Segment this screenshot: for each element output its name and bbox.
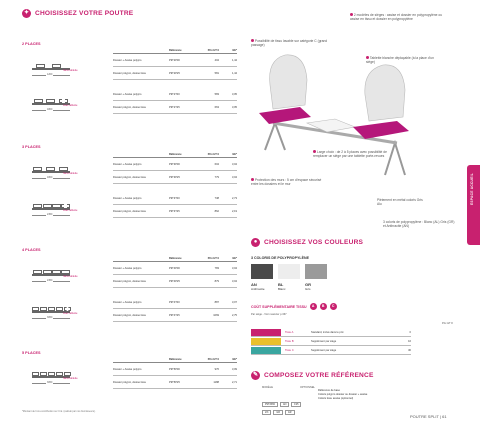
table-row: Tissu B Supplément par siège 16	[251, 337, 411, 346]
callout-choice: Large choix : de 2 à 5 places avec possibilité de remplacer un siège par une tablette porte-revues	[313, 150, 387, 158]
chair-icon: ✦	[23, 10, 30, 16]
table-3-places	[113, 151, 237, 218]
table-5-places	[113, 356, 237, 389]
table-row: Dossier polypro, Assise tissu P9T2P25 581 1,44	[113, 67, 237, 80]
table-row: Dossier polypro, Assise tissu P9T3T25 862 2,19	[113, 205, 237, 218]
bench-sketch: 3050	[22, 305, 72, 323]
bench-sketch: 1200	[22, 62, 72, 80]
table-header: Référence Prix HT € EE*	[113, 356, 237, 363]
fabric-cost-heading: COÛT SUPPLÉMENTAIRE TISSU A B C	[251, 303, 337, 310]
reference-title: COMPOSEZ VOTRE RÉFÉRENCE	[264, 372, 374, 379]
table-2-places	[113, 47, 237, 114]
sketch-label: Sans tablette	[63, 377, 78, 380]
group-title-4: 4 PLACES	[22, 248, 41, 252]
ref-codes-row2: 2/3 GR GR	[262, 400, 297, 418]
bench-sketch: 2450	[22, 268, 72, 286]
swatch-label: GR Gris	[305, 282, 311, 291]
table-row: Dossier polypro, Assise tissu P9T3P25 779 3,04	[113, 171, 237, 184]
table-row: Dossier + Assise polypro P9T3P00 604 3,04	[113, 158, 237, 171]
sketch-label: Avec tablette	[63, 312, 78, 315]
table-row: Dossier + Assise polypro P9T5P00 976 3,09	[113, 363, 237, 376]
callout-tablette: Tablette blanche déplaçable (à la place d'un siège)	[366, 56, 434, 64]
swatch-blanc	[278, 264, 300, 279]
table-4-places	[113, 255, 237, 322]
table-row: Dossier polypro, Assise tissu P9T4T25 1069 2,75	[113, 309, 237, 322]
swatch-anthracite	[251, 264, 273, 279]
fabric-table	[251, 328, 411, 355]
callout-protection: Protection des murs : 5 cm d'espace sécurisé entre les dossiers et le mur	[251, 178, 322, 186]
side-tab-espace-accueil[interactable]: ESPACE ACCUEIL	[467, 165, 480, 245]
sketch-label: Sans tablette	[63, 172, 78, 175]
palette-icon: ●	[251, 238, 260, 247]
sketch-label: Avec tablette	[63, 209, 78, 212]
sketch-label: Sans tablette	[63, 69, 78, 72]
ref-codes: P9T3P00 AN F25	[262, 392, 303, 410]
ref-col-modele: MODÈLE	[262, 386, 273, 389]
group-title-5: 5 PLACES	[22, 351, 41, 355]
bench-sketch: 2450	[22, 202, 72, 220]
footnote: *Montant de l'éco-contribution sur C.E. (calculé par nos fournisseurs).	[22, 410, 96, 413]
table-row: Dossier polypro, Assise tissu P9T4P25 879 3,04	[113, 275, 237, 288]
bench-sketch: 1800	[22, 97, 72, 115]
table-row: Dossier polypro, Assise tissu P9T2T25 663 3,05	[113, 101, 237, 114]
bench-sketch: 3050	[22, 370, 72, 388]
section-title: CHOISISSEZ VOTRE POUTRE	[35, 10, 134, 17]
fabric-note: Par siège - Voir nuancier p.367	[251, 313, 287, 316]
sketch-label: Avec tablette	[63, 104, 78, 107]
group-title-3: 3 PLACES	[22, 145, 41, 149]
section-heading-colors	[251, 238, 363, 247]
callout-pietement: Piètement en métal coloris Gris Alu	[377, 198, 423, 206]
swatch-label: AN Anthracite	[251, 282, 265, 291]
table-header: Référence Prix HT € EE*	[113, 255, 237, 262]
ref-legend: Référence de base Coloris polypro dossier ou dossier + assise Coloris tissu assise (optionnel)	[318, 389, 368, 400]
bench-sketch: 1800	[22, 165, 72, 183]
table-row: Dossier + Assise polypro P9T4P00 783 3,04	[113, 262, 237, 275]
colors-title: CHOISISSEZ VOS COULEURS	[264, 239, 364, 246]
table-row: Dossier + Assise polypro P9T3T00 738 2,73	[113, 192, 237, 205]
section-heading-reference	[251, 371, 374, 380]
table-row: Dossier + Assise polypro P9T2T00 583 3,05	[113, 88, 237, 101]
table-header: Référence Prix HT € EE*	[113, 47, 237, 54]
swatch-gris	[305, 264, 327, 279]
callout-fabric: Possibilité de tissu lavable sur catégorie C (grand passage)	[251, 39, 328, 47]
section-heading-poutre	[22, 9, 133, 18]
footer: POUTRE SPLIT | 61	[410, 414, 447, 419]
sketch-label: Sans tablette	[63, 275, 78, 278]
fabric-price-header: Prix HT €	[442, 322, 453, 325]
polypro-subtitle: 3 COLORIS DE POLYPROPYLÈNE	[251, 256, 309, 260]
table-row: Dossier + Assise polypro P9T4T00 887 3,07	[113, 296, 237, 309]
table-row: Tissu C Supplément par siège 30	[251, 346, 411, 355]
table-row: Dossier + Assise polypro P9T2P00 404 1,44	[113, 54, 237, 67]
group-title-2: 2 PLACES	[22, 42, 41, 46]
table-header: Référence Prix HT € EE*	[113, 151, 237, 158]
callout-coloris: 3 coloris de polypropylène : Blanc (AL) Gris (GR) et Anthracite (AN)	[383, 220, 455, 228]
table-row: Tissu A Standard, inclus dans le prix 0	[251, 328, 411, 337]
table-row: Dossier polypro, Assise tissu P9T5P25 1188 2,71	[113, 376, 237, 389]
pencil-icon: ✎	[252, 372, 259, 378]
swatch-label: BL Blanc	[278, 282, 286, 291]
ref-col-optionnel: OPTIONNEL	[300, 386, 315, 389]
callout-models: 2 modèles de sièges : assise et dossier en polypropylène ou assise en tissu et dossier en polypropylène	[350, 13, 443, 21]
